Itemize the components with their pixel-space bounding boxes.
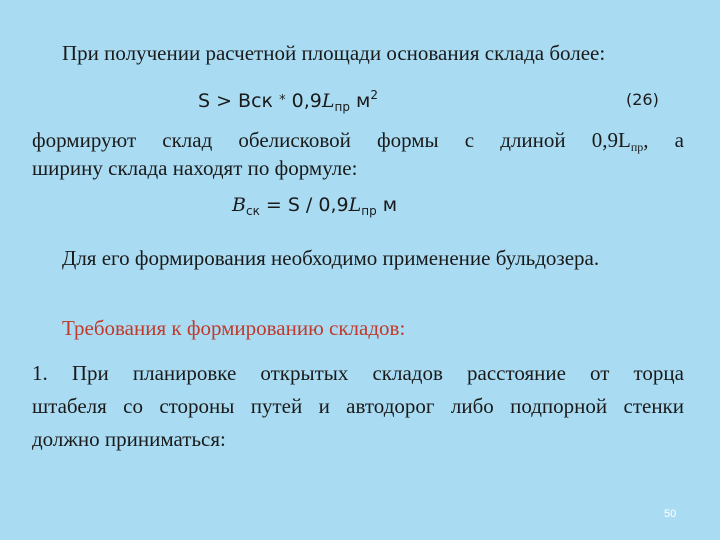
formula-variable-l: L [321,90,335,112]
formula-variable-l-subscript: пр [334,100,350,114]
formula-width-variable-l: L [348,194,362,216]
formula-variable-b: B [232,194,246,216]
formula-width-rhs: = S / 0,9 [259,194,349,216]
formula-unit-exponent: 2 [370,88,378,102]
section-heading: Требования к формированию складов: [62,316,406,340]
formula-area-condition [198,88,378,114]
formula-width-unit: м [376,194,398,216]
paragraph-form-subscript: пр [630,140,644,154]
formula-unit: м [349,90,371,112]
paragraph-form-line2: ширину склада находят по формуле: [32,156,358,180]
paragraph-form-tail: , а [643,128,684,152]
paragraph-bulldozer: Для его формирования необходимо применение бульдозера. [62,246,600,270]
formula-variable-b-subscript: ск [245,204,260,218]
list-item-1-line2: штабеля со стороны путей и автодорог либо подпорной стенки [32,394,684,418]
formula-width [232,194,397,218]
equation-number: (26) [626,90,659,109]
formula-lhs: S > Bск [198,90,274,112]
formula-width-variable-l-subscript: пр [361,204,377,218]
formula-multiply-sign: * [279,93,286,108]
formula-coefficient: 0,9 [285,90,322,112]
paragraph-form-text: формируют склад обелисковой формы с длиной 0,9L [32,128,631,152]
paragraph-intro: При получении расчетной площади основания склада более: [62,41,606,65]
list-item-1-line3: должно приниматься: [32,427,226,451]
page-number: 50 [664,508,677,520]
list-item-1-line1: 1. При планировке открытых складов расстояние от торца [32,361,684,385]
